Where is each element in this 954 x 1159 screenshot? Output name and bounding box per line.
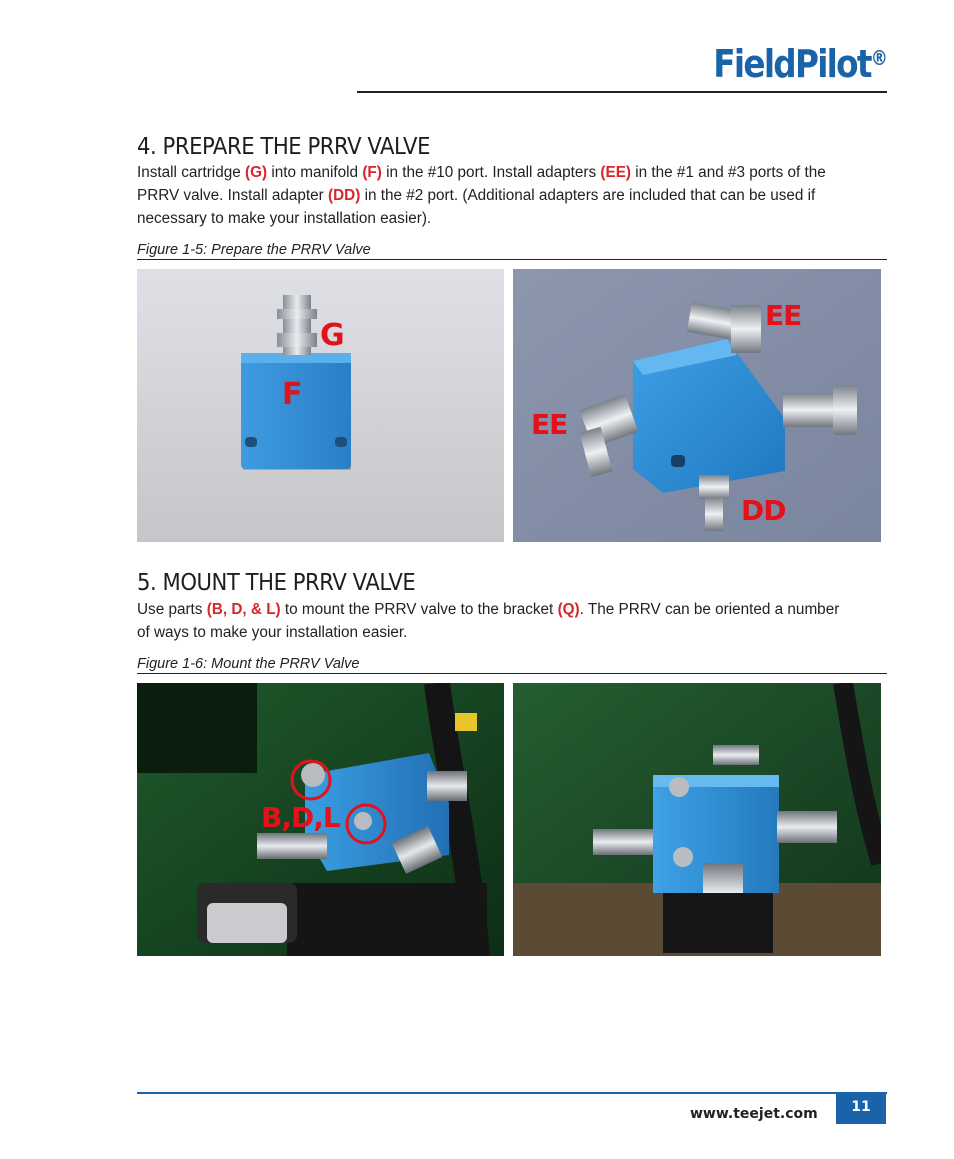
registered-mark: ® xyxy=(870,46,888,70)
callout-g: G xyxy=(320,318,344,353)
figure-1-6-rule xyxy=(137,673,887,674)
figure-1-6-caption: Figure 1-6: Mount the PRRV Valve xyxy=(137,656,360,672)
callout-f: F xyxy=(282,377,302,412)
brand-name: FieldPilot xyxy=(713,42,871,86)
callout-ee-top: EE xyxy=(765,299,802,332)
ref-q: (Q) xyxy=(557,601,580,618)
section-4-title: 4. PREPARE THE PRRV VALVE xyxy=(137,134,430,160)
footer-url: www.teejet.com xyxy=(690,1106,818,1122)
photo-cartridge-manifold xyxy=(137,269,504,542)
photo-mounted-valve-side xyxy=(513,683,881,956)
footer-rule xyxy=(137,1092,887,1094)
callout-bdl: B,D,L xyxy=(261,801,340,834)
ref-bdl: (B, D, & L) xyxy=(206,601,281,618)
section-5-title: 5. MOUNT THE PRRV VALVE xyxy=(137,570,416,596)
ref-ee: (EE) xyxy=(600,164,631,181)
photo-adapters xyxy=(513,269,881,542)
brand-logo xyxy=(683,42,888,86)
ref-g: (G) xyxy=(244,164,268,181)
page-number: 11 xyxy=(836,1092,886,1124)
ref-f: (F) xyxy=(362,164,382,181)
section-4-paragraph: Install cartridge (G) into manifold (F) in the #10 port. Install adapters (EE) in the #1 and #3 ports of the PRRV valve. Install adapter (DD) in the #2 port. (Additional adapters are included that can be used if necessary to make your installation easier). xyxy=(137,164,826,227)
figure-1-5-caption: Figure 1-5: Prepare the PRRV Valve xyxy=(137,242,371,258)
section-5-paragraph: Use parts (B, D, & L) to mount the PRRV valve to the bracket (Q). The PRRV can be oriented a number of ways to make your installation easier. xyxy=(137,601,840,641)
callout-ee-left: EE xyxy=(531,408,568,441)
header-rule xyxy=(357,91,887,93)
callout-dd: DD xyxy=(741,494,786,527)
ref-dd: (DD) xyxy=(328,187,361,204)
figure-1-5-rule xyxy=(137,259,887,260)
